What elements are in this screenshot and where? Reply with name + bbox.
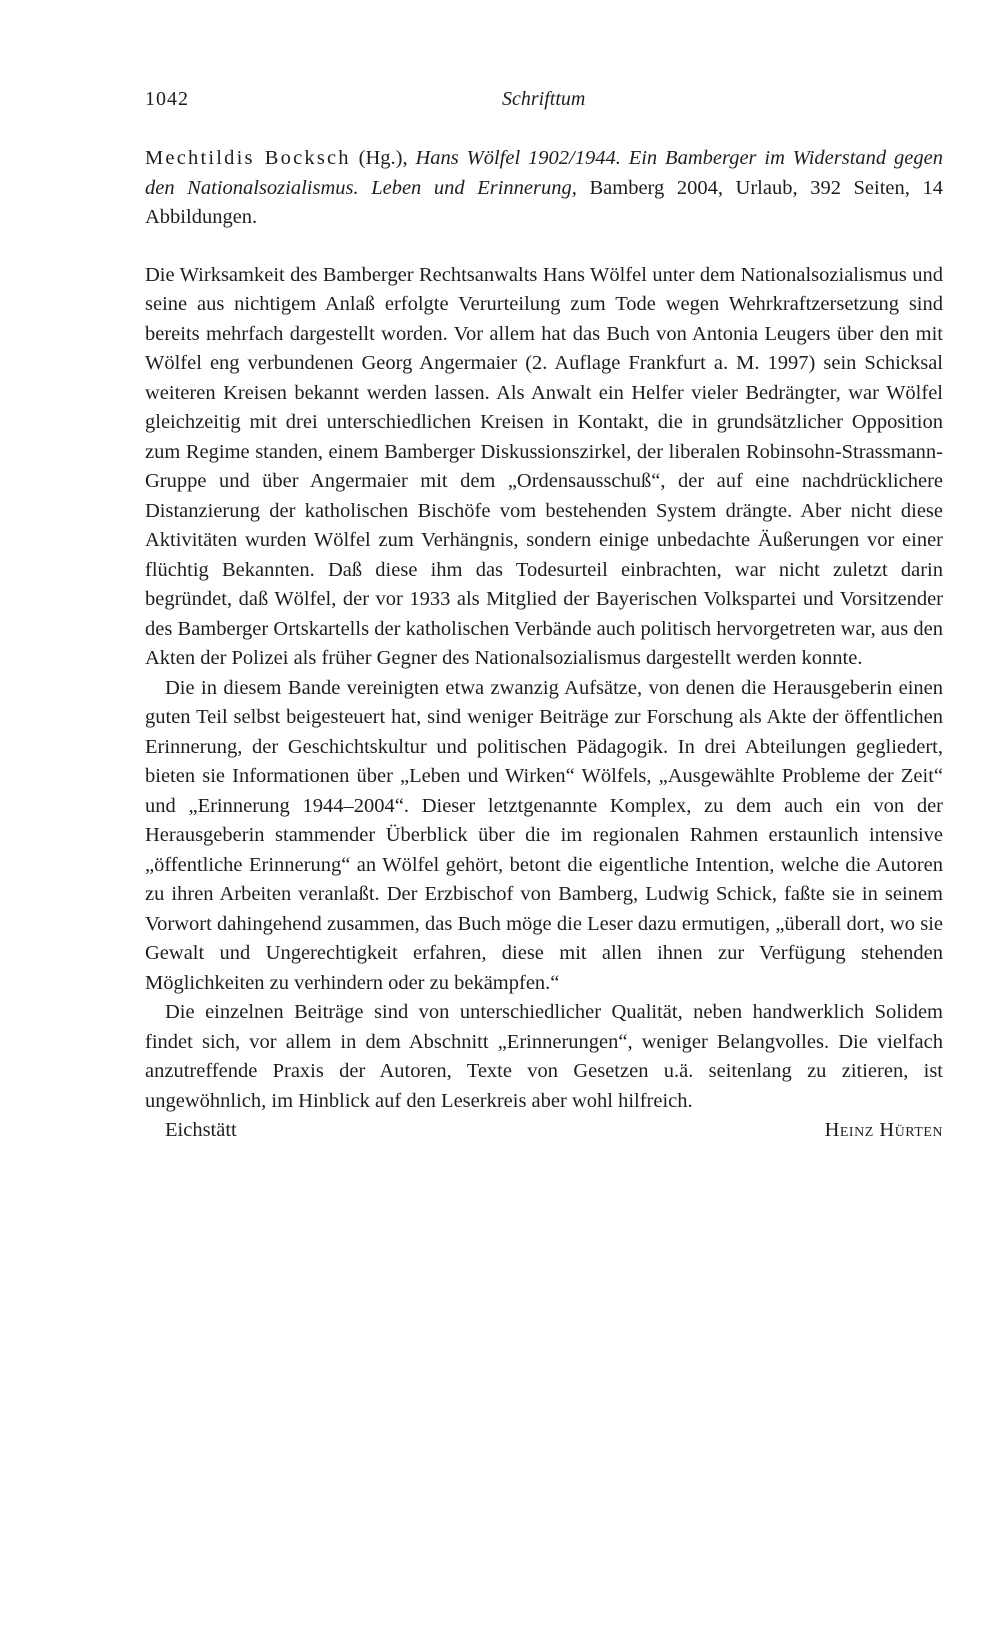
signature-author: Heinz Hürten (824, 1119, 943, 1141)
review-paragraph: Die Wirksamkeit des Bamberger Rechtsanwalts Hans Wölfel unter dem Nationalsozialismus und seine aus nichtigem Anlaß erfolgte Verurteilung zum Tode wegen Wehrkraftzersetzung sind bereits mehrfach dargestellt worden. Vor allem hat das Buch von Antonia Leugers über den mit Wölfel eng verbundenen Georg Angermaier (2. Auflage Frankfurt a. M. 1997) sein Schicksal weiteren Kreisen bekannt werden lassen. Als Anwalt ein Helfer vieler Bedrängter, war Wölfel gleichzeitig mit drei unterschiedlichen Kreisen in Kontakt, die in grundsätzlicher Opposition zum Regime standen, einem Bamberger Diskussionszirkel, der liberalen Robinsohn-Strassmann-Gruppe und über Angermaier mit dem „Ordensausschuß“, der auf eine nachdrücklichere Distanzierung der katholischen Bischöfe vom bestehenden System drängte. Aber nicht diese Aktivitäten wurden Wölfel zum Verhängnis, sondern einige unbedachte Äußerungen vor einer flüchtig Bekannten. Daß diese ihm das Todesurteil einbrachten, war nicht zuletzt darin begründet, daß Wölfel, der vor 1933 als Mitglied der Bayerischen Volkspartei und Vorsitzender des Bamberger Ortskartells der katholischen Verbände auch politisch hervorgetreten war, aus den Akten der Polizei als früher Gegner des Nationalsozialismus dargestellt werden konnte. (145, 263, 943, 669)
page-number: 1042 (145, 88, 189, 110)
citation-publication: Bamberg 2004, Urlaub, 392 Seiten, 14 Abbildungen. (145, 176, 943, 228)
citation-editor: Mechtildis Bocksch (145, 147, 351, 169)
book-citation (145, 144, 943, 233)
book-page (145, 88, 943, 1146)
signature-place: Eichstätt (165, 1119, 237, 1141)
review-paragraph: Die einzelnen Beiträge sind von unterschiedlicher Qualität, neben handwerklich Solidem findet sich, vor allem in dem Abschnitt „Erinnerungen“, weniger Belangvolles. Die vielfach anzutreffende Praxis der Autoren, Texte von Gesetzen u.ä. seitenlang zu zitieren, ist ungewöhnlich, im Hinblick auf den Leserkreis aber wohl hilfreich. (145, 1001, 943, 1112)
running-head (145, 88, 943, 124)
section-title: Schrifttum (502, 88, 586, 110)
review-paragraph: Die in diesem Bande vereinigten etwa zwanzig Aufsätze, von denen die Herausgeberin einen guten Teil selbst beigesteuert hat, sind weniger Beiträge zur Forschung als Akte der öffentlichen Erinnerung, der Geschichtskultur und politischen Pädagogik. In drei Abteilungen gegliedert, bieten sie Informationen über „Leben und Wirken“ Wölfels, „Ausgewählte Probleme der Zeit“ und „Erinnerung 1944–2004“. Dieser letztgenannte Komplex, zu dem auch ein von der Herausgeberin stammender Überblick über die im regionalen Rahmen erstaunlich intensive „öffentliche Erinnerung“ an Wölfel gehört, betont die eigentliche Intention, welche die Autoren zu ihren Arbeiten veranlaßt. Der Erzbischof von Bamberg, Ludwig Schick, faßte sie in seinem Vorwort dahingehend zusammen, das Buch möge die Leser dazu ermutigen, „überall dort, wo sie Gewalt und Ungerechtigkeit erfahren, diese mit allen ihnen zur Verfügung stehenden Möglichkeiten zu verhindern oder zu bekämpfen.“ (145, 676, 943, 994)
citation-title: Hans Wölfel 1902/1944. Ein Bamberger im Widerstand gegen den Nationalsozialismus. Leben und Erinnerung, (145, 147, 943, 199)
citation-editor-suffix: (Hg.), (350, 147, 416, 169)
review-body (145, 261, 943, 1117)
review-signature (145, 1116, 943, 1146)
